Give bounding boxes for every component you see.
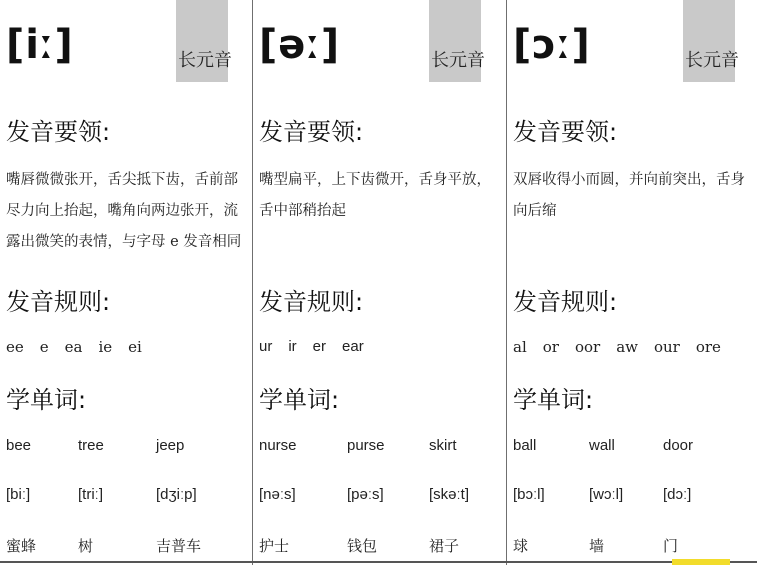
ipa-transcription: [skəːt] (429, 486, 470, 503)
word: tree (78, 437, 104, 454)
spelling-pattern: ea (64, 338, 83, 356)
articulation-heading: 发音要领: (6, 118, 111, 146)
ipa-transcription: [bɔːl] (513, 486, 545, 503)
spelling-pattern: oor (574, 338, 601, 356)
articulation-heading: 发音要领: (259, 118, 364, 146)
vowel-type-badge (683, 0, 739, 82)
word: nurse (259, 437, 297, 454)
word-meaning: 墙 (589, 537, 605, 555)
vowel-type-label: 长元音 (685, 50, 739, 71)
word: skirt (429, 437, 457, 454)
spelling-pattern: ir (288, 338, 297, 355)
word: door (663, 437, 694, 454)
word: ball (513, 437, 537, 454)
ipa-transcription: [pəːs] (347, 486, 384, 503)
word-meaning: 蜜蜂 (6, 537, 37, 555)
vowel-card-er (253, 0, 507, 565)
words-heading: 学单词: (513, 386, 594, 414)
word: purse (347, 437, 385, 454)
spelling-rules-heading: 发音规则: (513, 288, 618, 316)
spelling-patterns (513, 338, 737, 356)
spelling-pattern: aw (616, 338, 638, 356)
ipa-transcription: [nəːs] (259, 486, 296, 503)
spelling-pattern: ore (695, 338, 721, 356)
spelling-pattern: ie (98, 338, 113, 356)
vowel-type-label: 长元音 (431, 50, 485, 71)
word-meaning: 吉普车 (156, 537, 202, 555)
phonetic-symbol: [ɔː] (513, 22, 591, 68)
word-meaning: 门 (663, 537, 679, 555)
ipa-transcription: [biː] (6, 486, 31, 503)
spelling-pattern: ear (342, 338, 364, 355)
ipa-transcription: [dɔː] (663, 486, 692, 503)
word-meaning: 树 (78, 537, 94, 555)
vowel-type-label: 长元音 (178, 50, 232, 71)
vowel-card-ii (0, 0, 253, 565)
vowel-type-badge (176, 0, 232, 82)
spelling-pattern: ur (259, 338, 273, 355)
spelling-pattern: ei (128, 338, 142, 356)
highlight-mark (672, 559, 730, 565)
spelling-rules-heading: 发音规则: (259, 288, 364, 316)
spelling-patterns (259, 338, 380, 355)
word-meaning: 球 (513, 537, 529, 555)
ipa-transcription: [dʒiːp] (156, 486, 197, 503)
words-heading: 学单词: (259, 386, 340, 414)
articulation-description: 嘴唇微微张开，舌尖抵下齿，舌前部尽力向上抬起，嘴角向两边张开，流露出微笑的表情，与字母 e 发音相同 (6, 172, 242, 250)
spelling-pattern: e (39, 338, 49, 356)
spelling-pattern: our (653, 338, 680, 356)
vowel-card-or (507, 0, 757, 565)
vowel-type-badge (429, 0, 485, 82)
spelling-pattern: ee (6, 338, 24, 356)
phonetic-symbol: [əː] (259, 22, 341, 68)
word-meaning: 裙子 (429, 537, 460, 555)
spelling-pattern: or (542, 338, 559, 356)
word: wall (589, 437, 615, 454)
words-heading: 学单词: (6, 386, 87, 414)
spelling-pattern: er (312, 338, 327, 355)
articulation-description: 嘴型扁平，上下齿微开，舌身平放，舌中部稍抬起 (259, 172, 491, 219)
phonetic-symbol: [iː] (6, 22, 74, 68)
spelling-rules-heading: 发音规则: (6, 288, 111, 316)
spelling-pattern: al (513, 338, 527, 356)
word: jeep (156, 437, 185, 454)
word: bee (6, 437, 32, 454)
word-meaning: 钱包 (347, 537, 378, 555)
articulation-description: 双唇收得小而圆，并向前突出，舌身向后缩 (513, 172, 745, 219)
word-meaning: 护士 (259, 537, 290, 555)
spelling-patterns (6, 338, 158, 356)
ipa-transcription: [triː] (78, 486, 103, 503)
ipa-transcription: [wɔːl] (589, 486, 624, 503)
bottom-divider (0, 561, 757, 563)
articulation-heading: 发音要领: (513, 118, 618, 146)
